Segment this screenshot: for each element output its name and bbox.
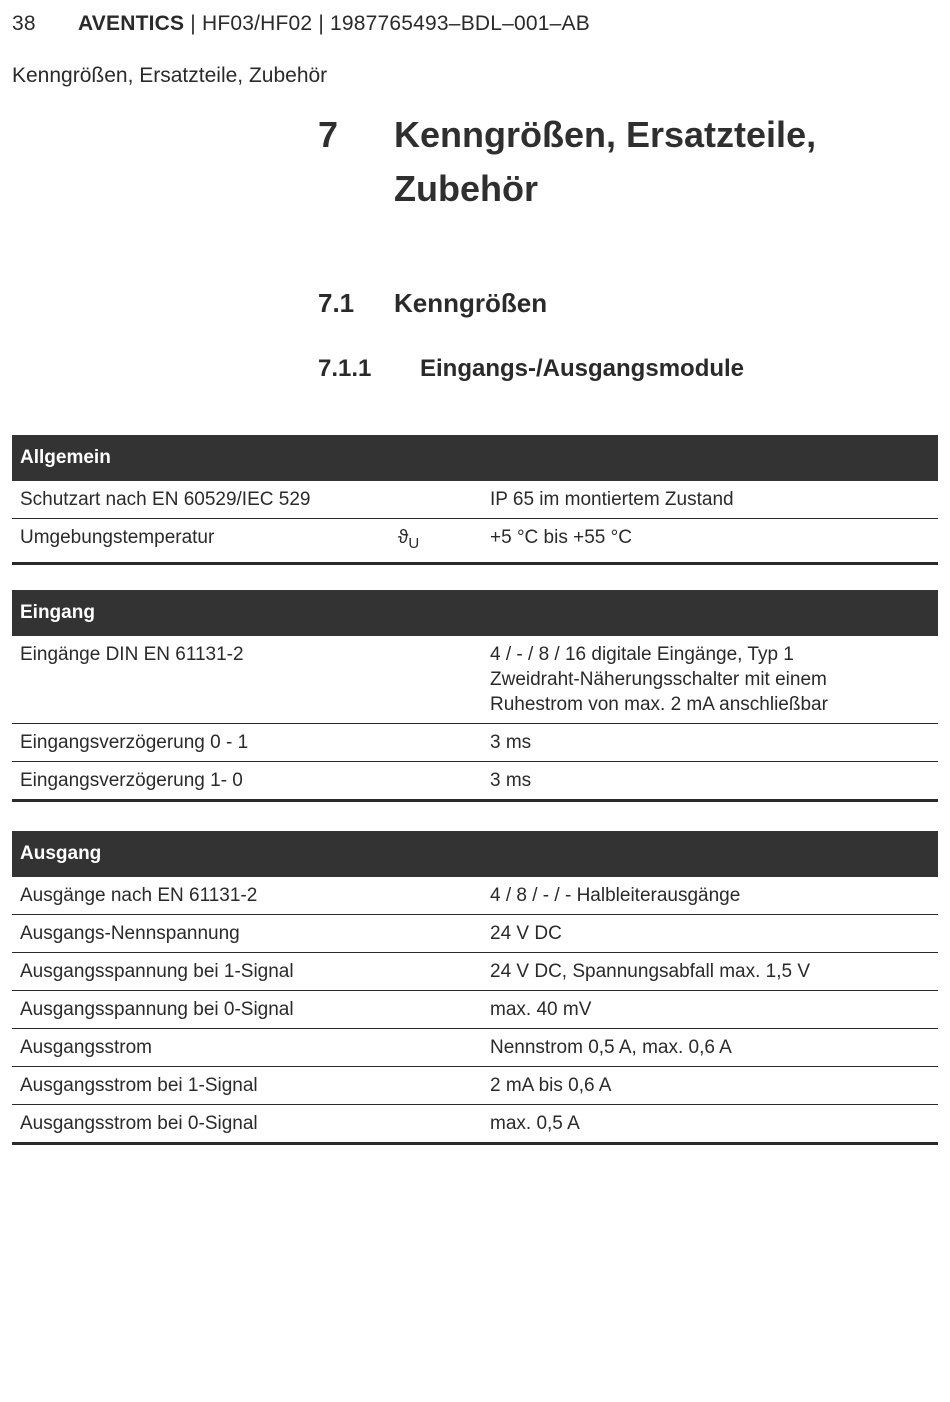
row-label: Ausgangsspannung bei 1-Signal: [12, 953, 390, 991]
row-label: Eingänge DIN EN 61131-2: [12, 636, 390, 724]
brand-name: AVENTICS: [78, 12, 185, 35]
table-row: [12, 877, 938, 915]
row-label: Ausgangsstrom: [12, 1029, 390, 1067]
page-number: 38: [12, 12, 36, 35]
row-label: Ausgangsstrom bei 0-Signal: [12, 1105, 390, 1144]
page-header: [12, 12, 590, 36]
table-row: [12, 991, 938, 1029]
table-row: [12, 953, 938, 991]
subsection-number: 7.1.1: [318, 355, 372, 382]
running-title: Kenngrößen, Ersatzteile, Zubehör: [12, 64, 328, 87]
row-symbol: [390, 481, 482, 519]
row-value: +5 °C bis +55 °C: [482, 519, 938, 564]
row-value: 24 V DC: [482, 915, 938, 953]
section-title: Kenngrößen: [394, 288, 548, 318]
table-row: [12, 636, 938, 724]
row-value: IP 65 im montiertem Zustand: [482, 481, 938, 519]
table-heading: Allgemein: [12, 435, 938, 481]
table-eingang: [12, 590, 938, 802]
chapter-number: 7: [318, 114, 339, 155]
chapter-title: Kenngrößen, Ersatzteile, Zubehör: [394, 114, 817, 209]
table-row: [12, 519, 938, 564]
table-row: [12, 724, 938, 762]
temperature-symbol: $ϑ_U$: [398, 527, 420, 552]
row-value: 3 ms: [482, 724, 938, 762]
row-value: 3 ms: [482, 762, 938, 801]
row-label: Eingangsverzögerung 0 - 1: [12, 724, 390, 762]
row-label: Eingangsverzögerung 1- 0: [12, 762, 390, 801]
row-symbol: [390, 519, 482, 564]
table-ausgang: [12, 831, 938, 1145]
row-value: 2 mA bis 0,6 A: [482, 1067, 938, 1105]
row-value: max. 0,5 A: [482, 1105, 938, 1144]
row-label: Ausgänge nach EN 61131-2: [12, 877, 390, 915]
row-value: Nennstrom 0,5 A, max. 0,6 A: [482, 1029, 938, 1067]
row-value: max. 40 mV: [482, 991, 938, 1029]
table-heading: Ausgang: [12, 831, 938, 877]
table-row: [12, 481, 938, 519]
row-label: Umgebungstemperatur: [12, 519, 390, 564]
table-row: [12, 1105, 938, 1144]
row-label: Schutzart nach EN 60529/IEC 529: [12, 481, 390, 519]
row-label: Ausgangsspannung bei 0-Signal: [12, 991, 390, 1029]
table-row: [12, 1029, 938, 1067]
row-value: 24 V DC, Spannungsabfall max. 1,5 V: [482, 953, 938, 991]
row-label: Ausgangs-Nennspannung: [12, 915, 390, 953]
section-number: 7.1: [318, 288, 355, 318]
table-row: [12, 915, 938, 953]
subsection-title: Eingangs-/Ausgangsmodule: [420, 355, 745, 382]
row-value: 4 / - / 8 / 16 digitale Eingänge, Typ 1 Zweidraht-Näherungsschalter mit einem Ruhestrom von max. 2 mA anschließbar: [482, 636, 938, 724]
table-row: [12, 1067, 938, 1105]
table-heading: Eingang: [12, 590, 938, 636]
document-info: | HF03/HF02 | 1987765493–BDL–001–AB: [184, 12, 590, 35]
row-value: 4 / 8 / - / - Halbleiterausgänge: [482, 877, 938, 915]
table-allgemein: [12, 435, 938, 565]
table-row: [12, 762, 938, 801]
row-label: Ausgangsstrom bei 1-Signal: [12, 1067, 390, 1105]
